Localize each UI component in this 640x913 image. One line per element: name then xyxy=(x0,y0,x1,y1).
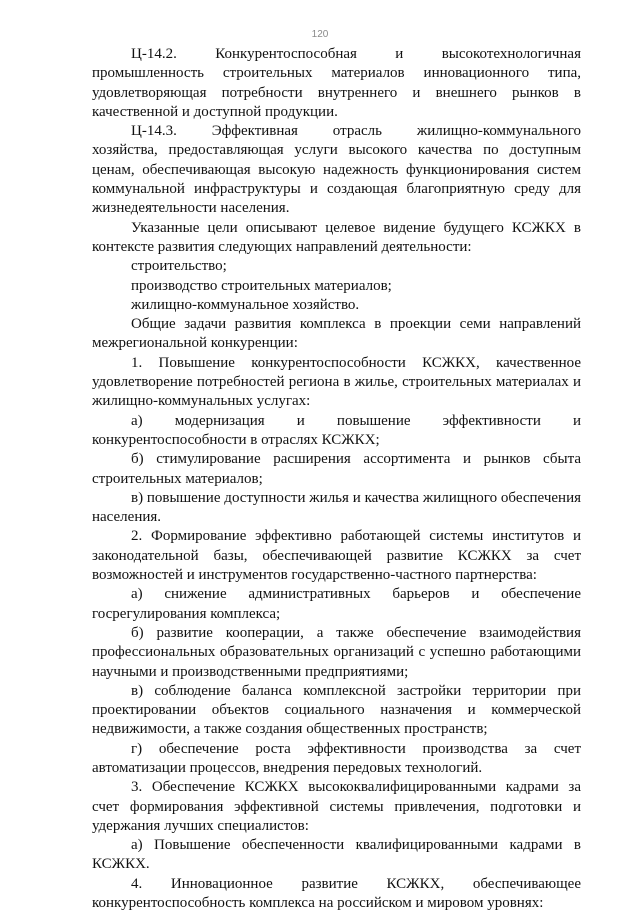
document-body xyxy=(92,45,581,913)
subtask-item: а) снижение административных барьеров и обеспечение госрегулирования комплекса; xyxy=(92,586,581,622)
subtask-item: б) развитие кооперации, а также обеспечение взаимодействия профессиональных образовательных организаций с успешно работающими научными и производственными предприятиями; xyxy=(92,624,581,680)
paragraph: Указанные цели описывают целевое видение будущего КСЖКХ в контексте развития следующих направлений деятельности: xyxy=(92,219,581,255)
task-item: 4. Инновационное развитие КСЖКХ, обеспечивающее конкурентоспособность комплекса на российском и мировом уровнях: xyxy=(92,875,581,912)
subtask-item: а) Повышение обеспеченности квалифицированными кадрами в КСЖКХ. xyxy=(92,837,581,873)
goal-14-2-text: промышленность строительных материалов инновационного типа, удовлетворяющая потребности внутреннего и внешнего рынков в качественной и доступной продукции. xyxy=(92,65,581,120)
goal-word: жилищно-коммунального xyxy=(416,123,581,140)
goal-word: отрасль xyxy=(332,123,382,140)
goal-word: высокотехнологичная xyxy=(441,46,581,62)
goal-word: и xyxy=(395,46,404,62)
subtask-item: б) стимулирование расширения ассортимента и рынков сбыта строительных материалов; xyxy=(92,451,581,487)
goal-word: Конкурентоспособная xyxy=(215,46,357,62)
subtask-item: в) соблюдение баланса комплексной застройки территории при проектировании объектов социального назначения и коммерческой недвижимости, а также создания общественных пространств; xyxy=(92,682,581,738)
task-item: 2. Формирование эффективно работающей системы институтов и законодательной базы, обеспечивающей развитие КСЖКХ за счет возможностей и инструментов государственно-частного партнерства: xyxy=(92,528,581,584)
goal-code: Ц-14.3. xyxy=(131,123,177,140)
goal-code: Ц-14.2. xyxy=(131,46,177,62)
task-item: 3. Обеспечение КСЖКХ высококвалифицированными кадрами за счет формирования эффективной системы привлечения, подготовки и удержания лучших специалистов: xyxy=(92,779,581,834)
goal-word: Эффективная xyxy=(211,123,298,140)
goal-14-2-heading xyxy=(92,45,581,64)
goal-14-3-heading xyxy=(92,122,581,141)
page-number: 120 xyxy=(311,29,329,40)
subtask-item: г) обеспечение роста эффективности производства за счет автоматизации процессов, внедрения передовых технологий. xyxy=(92,740,581,776)
goal-14-3-text: хозяйства, предоставляющая услуги высокого качества по доступным ценам, обеспечивающая высокую надежность функционирования систем коммунальной инфраструктуры и создающая благоприятную среду для жизнедеятельности населения. xyxy=(92,142,581,217)
subtask-item: а) модернизация и повышение эффективности и конкурентоспособности в отраслях КСЖКХ; xyxy=(92,412,581,448)
direction-item: строительство; xyxy=(131,258,227,275)
direction-item: производство строительных материалов; xyxy=(131,277,392,294)
paragraph: Общие задачи развития комплекса в проекции семи направлений межрегиональной конкуренции: xyxy=(92,316,581,352)
subtask-item: в) повышение доступности жилья и качества жилищного обеспечения населения. xyxy=(92,489,581,526)
direction-item: жилищно-коммунальное хозяйство. xyxy=(131,296,360,313)
task-item: 1. Повышение конкурентоспособности КСЖКХ, качественное удовлетворение потребностей региона в жилье, строительных материалах и жилищно-коммунальных услугах: xyxy=(92,354,581,410)
